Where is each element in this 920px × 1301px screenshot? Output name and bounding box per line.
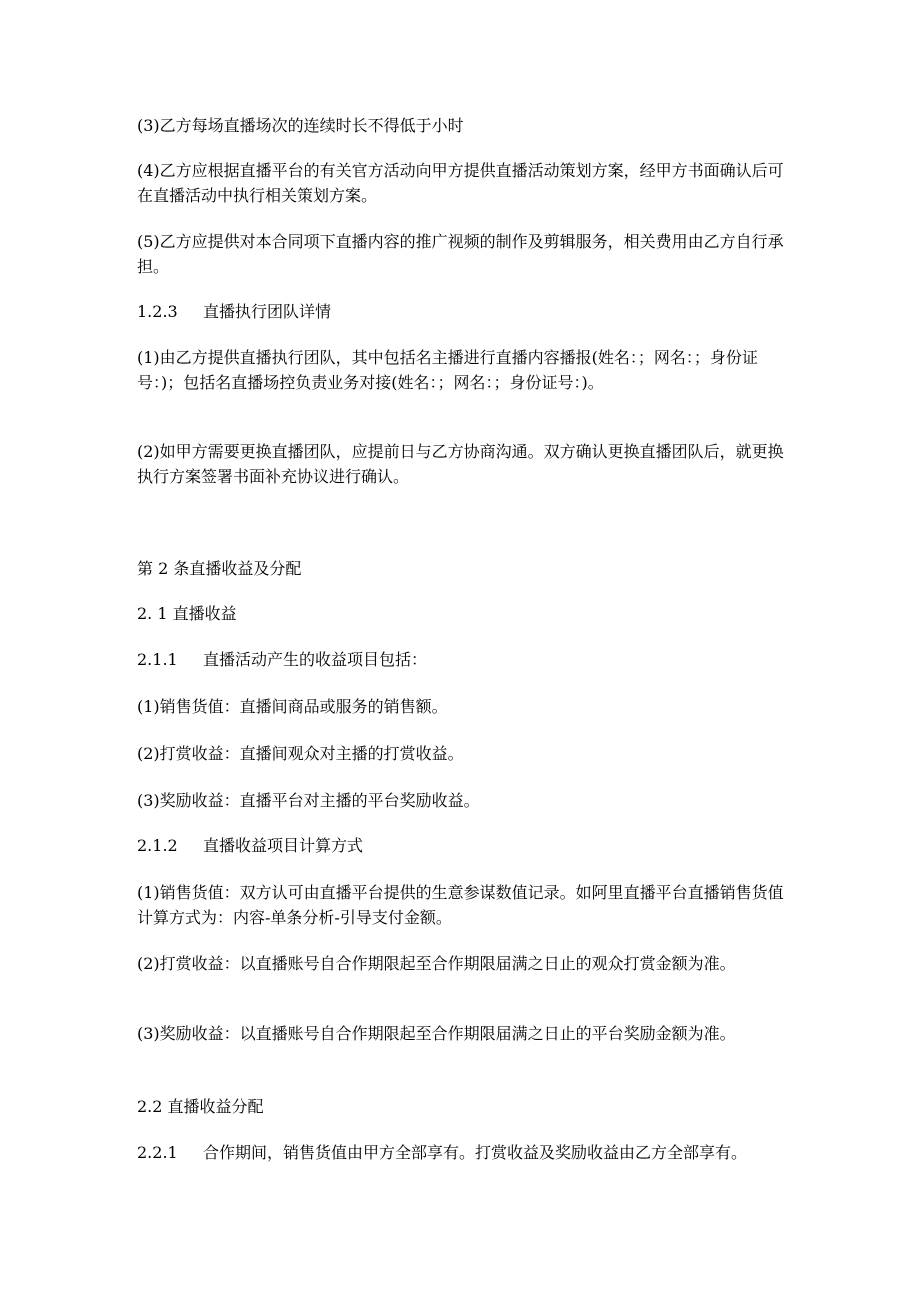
- section-heading-2-1-1: [137, 647, 785, 672]
- section-title: 直播活动产生的收益项目包括：: [203, 650, 428, 669]
- paragraph-tips: (2)打赏收益：直播间观众对主播的打赏收益。: [137, 744, 464, 763]
- section-number: 1.2.3: [137, 302, 178, 321]
- section-title: 直播执行团队详情: [203, 302, 332, 321]
- section-heading-1-2-3: [137, 299, 785, 324]
- section-title: 直播收益项目计算方式: [203, 836, 364, 855]
- section-heading-2-1-2: [137, 833, 785, 858]
- section-heading-2-2: 2.2 直播收益分配: [137, 1097, 264, 1116]
- paragraph-team-2: (2)如甲方需要更换直播团队，应提前日与乙方协商沟通。双方确认更换直播团队后，就更换执行方案签署书面补充协议进行确认。: [137, 442, 784, 486]
- paragraph-calc-sales: (1)销售货值：双方认可由直播平台提供的生意参谋数值记录。如阿里直播平台直播销售货值计算方式为：内容-单条分析-引导支付金额。: [137, 883, 784, 927]
- paragraph-5-video: (5)乙方应提供对本合同项下直播内容的推广视频的制作及剪辑服务，相关费用由乙方自行承担。: [137, 232, 784, 276]
- paragraph-3-duration: (3)乙方每场直播场次的连续时长不得低于小时: [137, 116, 464, 135]
- section-title: 合作期间，销售货值由甲方全部享有。打赏收益及奖励收益由乙方全部享有。: [203, 1143, 748, 1162]
- paragraph-team-1: (1)由乙方提供直播执行团队，其中包括名主播进行直播内容播报(姓名：；网名：；身份证号：)；包括名直播场控负责业务对接(姓名：；网名：；身份证号：)。: [137, 348, 758, 392]
- paragraph-sales-value: (1)销售货值：直播间商品或服务的销售额。: [137, 697, 448, 716]
- article-2-title: 第 2 条直播收益及分配: [137, 559, 302, 578]
- paragraph-calc-tips: (2)打赏收益：以直播账号自合作期限起至合作期限届满之日止的观众打赏金额为准。: [137, 954, 736, 973]
- section-heading-2-1: 2. 1 直播收益: [137, 604, 237, 623]
- paragraph-4-plan: (4)乙方应根据直播平台的有关官方活动向甲方提供直播活动策划方案，经甲方书面确认后可在直播活动中执行相关策划方案。: [137, 161, 784, 205]
- paragraph-calc-rewards: (3)奖励收益：以直播账号自合作期限起至合作期限届满之日止的平台奖励金额为准。: [137, 1024, 736, 1043]
- section-number: 2.1.1: [137, 650, 178, 669]
- section-number: 2.2.1: [137, 1143, 178, 1162]
- section-number: 2.1.2: [137, 836, 178, 855]
- paragraph-rewards: (3)奖励收益：直播平台对主播的平台奖励收益。: [137, 791, 480, 810]
- section-heading-2-2-1: [137, 1140, 785, 1165]
